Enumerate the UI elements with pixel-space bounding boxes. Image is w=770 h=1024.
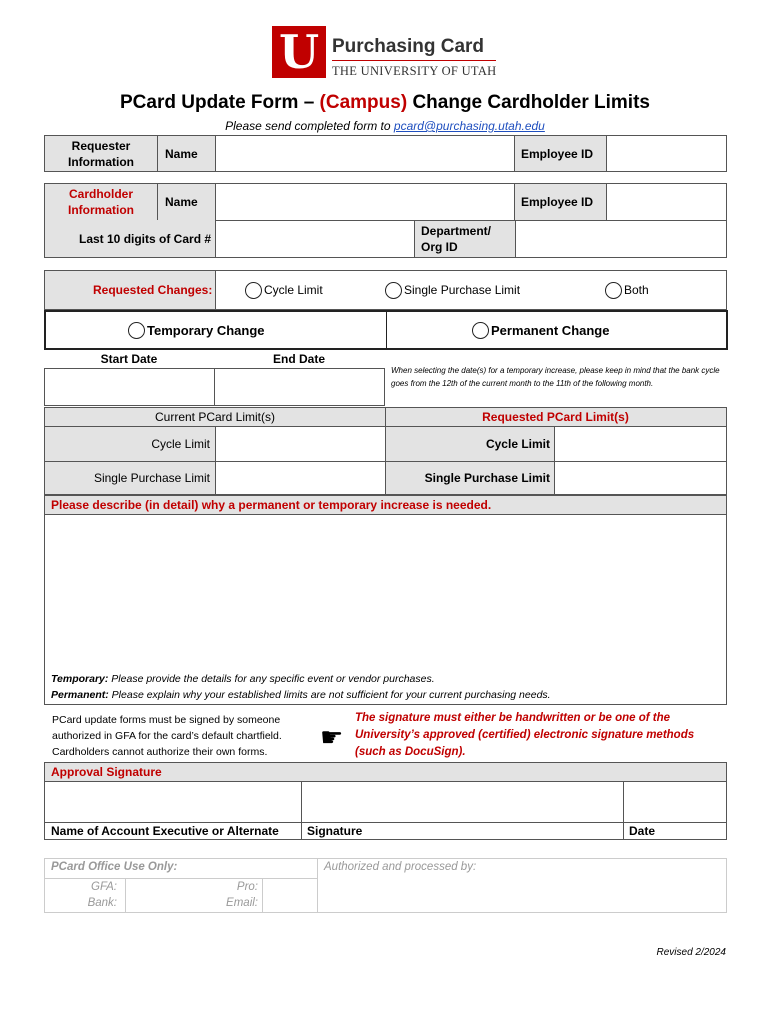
department-field[interactable] (515, 221, 726, 257)
approver-name-label: Name of Account Executive or Alternate (51, 823, 279, 838)
requested-single-limit-field[interactable] (554, 462, 726, 494)
description-header: Please describe (in detail) why a permanent or temporary increase is needed. (45, 496, 726, 514)
card-digits-label: Last 10 digits of Card # (79, 232, 212, 246)
requested-cycle-limit-label: Cycle Limit (485, 437, 550, 451)
instruction-line (0, 119, 770, 133)
signature-authority-note: PCard update forms must be signed by someone authorized in GFA for the card’s default chartfield. Cardholders cannot authorize their own forms. (52, 714, 282, 758)
pointing-hand-icon: ☛ (320, 722, 344, 752)
email-link[interactable]: pcard@purchasing.utah.edu (393, 119, 545, 133)
temporary-note: Temporary: Please provide the details for any specific event or vendor purchases. (51, 673, 435, 685)
description-section (44, 495, 727, 705)
cardholder-employee-id-label: Employee ID (521, 195, 594, 209)
date-label: Date (629, 823, 656, 838)
bank-label: Bank: (87, 897, 117, 909)
description-textarea[interactable] (45, 515, 726, 665)
current-single-limit-label: Single Purchase Limit (93, 471, 210, 485)
logo-subtitle: THE UNIVERSITY OF UTAH (332, 64, 497, 78)
radio-icon[interactable] (385, 282, 402, 299)
approval-header: Approval Signature (45, 763, 726, 781)
option-single-purchase-limit[interactable]: Single Purchase Limit (385, 271, 520, 309)
radio-icon[interactable] (128, 322, 145, 339)
title-part1: PCard Update Form – (120, 92, 320, 113)
current-single-limit-field[interactable] (215, 462, 385, 494)
date-field[interactable] (624, 782, 726, 822)
requester-block (44, 135, 727, 172)
radio-icon[interactable] (245, 282, 262, 299)
requested-cycle-limit-field[interactable] (554, 427, 726, 461)
limits-section (44, 407, 727, 495)
university-u-mark: U (272, 26, 326, 78)
requested-single-limit-label: Single Purchase Limit (424, 471, 550, 485)
logo (272, 26, 502, 82)
approver-name-field[interactable] (45, 782, 301, 822)
requested-changes-label: Requested Changes: (93, 283, 213, 297)
cardholder-block (44, 183, 727, 258)
dates-section (44, 350, 727, 407)
permanent-note: Permanent: Please explain why your established limits are not sufficient for your current purchasing needs. (51, 689, 551, 701)
date-note: When selecting the date(s) for a temporary increase, please keep in mind that the bank cycle goes from the 12th of the current month to the 11th of the following month. (391, 366, 720, 388)
option-both[interactable]: Both (605, 271, 649, 309)
requester-employee-id-field[interactable] (606, 136, 726, 171)
cardholder-employee-id-field[interactable] (606, 184, 726, 220)
cardholder-section-label: Cardholder Information (68, 187, 134, 217)
requested-limits-header: Requested PCard Limit(s) (385, 408, 726, 426)
start-date-field[interactable] (44, 368, 215, 406)
permanent-change-option[interactable]: Permanent Change (472, 312, 609, 348)
current-cycle-limit-field[interactable] (215, 427, 385, 461)
option-cycle-limit[interactable]: Cycle Limit (245, 271, 323, 309)
card-digits-field[interactable] (215, 221, 415, 257)
revised-date: Revised 2/2024 (656, 947, 726, 958)
requester-employee-id-label: Employee ID (521, 146, 594, 161)
requested-changes-row (44, 270, 727, 310)
end-date-field[interactable] (214, 368, 385, 406)
cardholder-name-field[interactable] (215, 184, 515, 220)
current-limits-header: Current PCard Limit(s) (45, 408, 385, 426)
gfa-label: GFA: (91, 881, 117, 893)
radio-icon[interactable] (605, 282, 622, 299)
title-part2: Change Cardholder Limits (407, 92, 650, 113)
office-email-label: Email: (226, 897, 258, 909)
temporary-change-option[interactable]: Temporary Change (128, 312, 265, 348)
instruction-text: Please send completed form to (225, 119, 394, 133)
end-date-label: End Date (272, 352, 325, 366)
requester-section-label: Requester Information (68, 138, 134, 169)
signature-field[interactable] (302, 782, 622, 822)
radio-icon[interactable] (472, 322, 489, 339)
requester-name-label: Name (165, 146, 198, 161)
logo-title: Purchasing Card (332, 36, 485, 57)
signature-requirement-note: The signature must either be handwritten or be one of the University’s approved (certified) electronic signature methods (such as DocuSign). (355, 712, 695, 758)
authorized-label: Authorized and processed by: (324, 861, 477, 873)
department-label: Department/ Org ID (421, 224, 492, 254)
cardholder-name-label: Name (165, 195, 198, 209)
approval-section (44, 762, 727, 840)
title-campus: (Campus) (319, 92, 408, 113)
office-use-section (44, 858, 727, 913)
page-title (0, 92, 770, 114)
office-use-title: PCard Office Use Only: (51, 861, 178, 873)
signature-label: Signature (307, 823, 363, 838)
change-type-row (44, 310, 728, 350)
requester-name-field[interactable] (215, 136, 515, 171)
current-cycle-limit-label: Cycle Limit (151, 437, 210, 451)
pro-label: Pro: (236, 881, 258, 893)
start-date-label: Start Date (100, 352, 158, 366)
